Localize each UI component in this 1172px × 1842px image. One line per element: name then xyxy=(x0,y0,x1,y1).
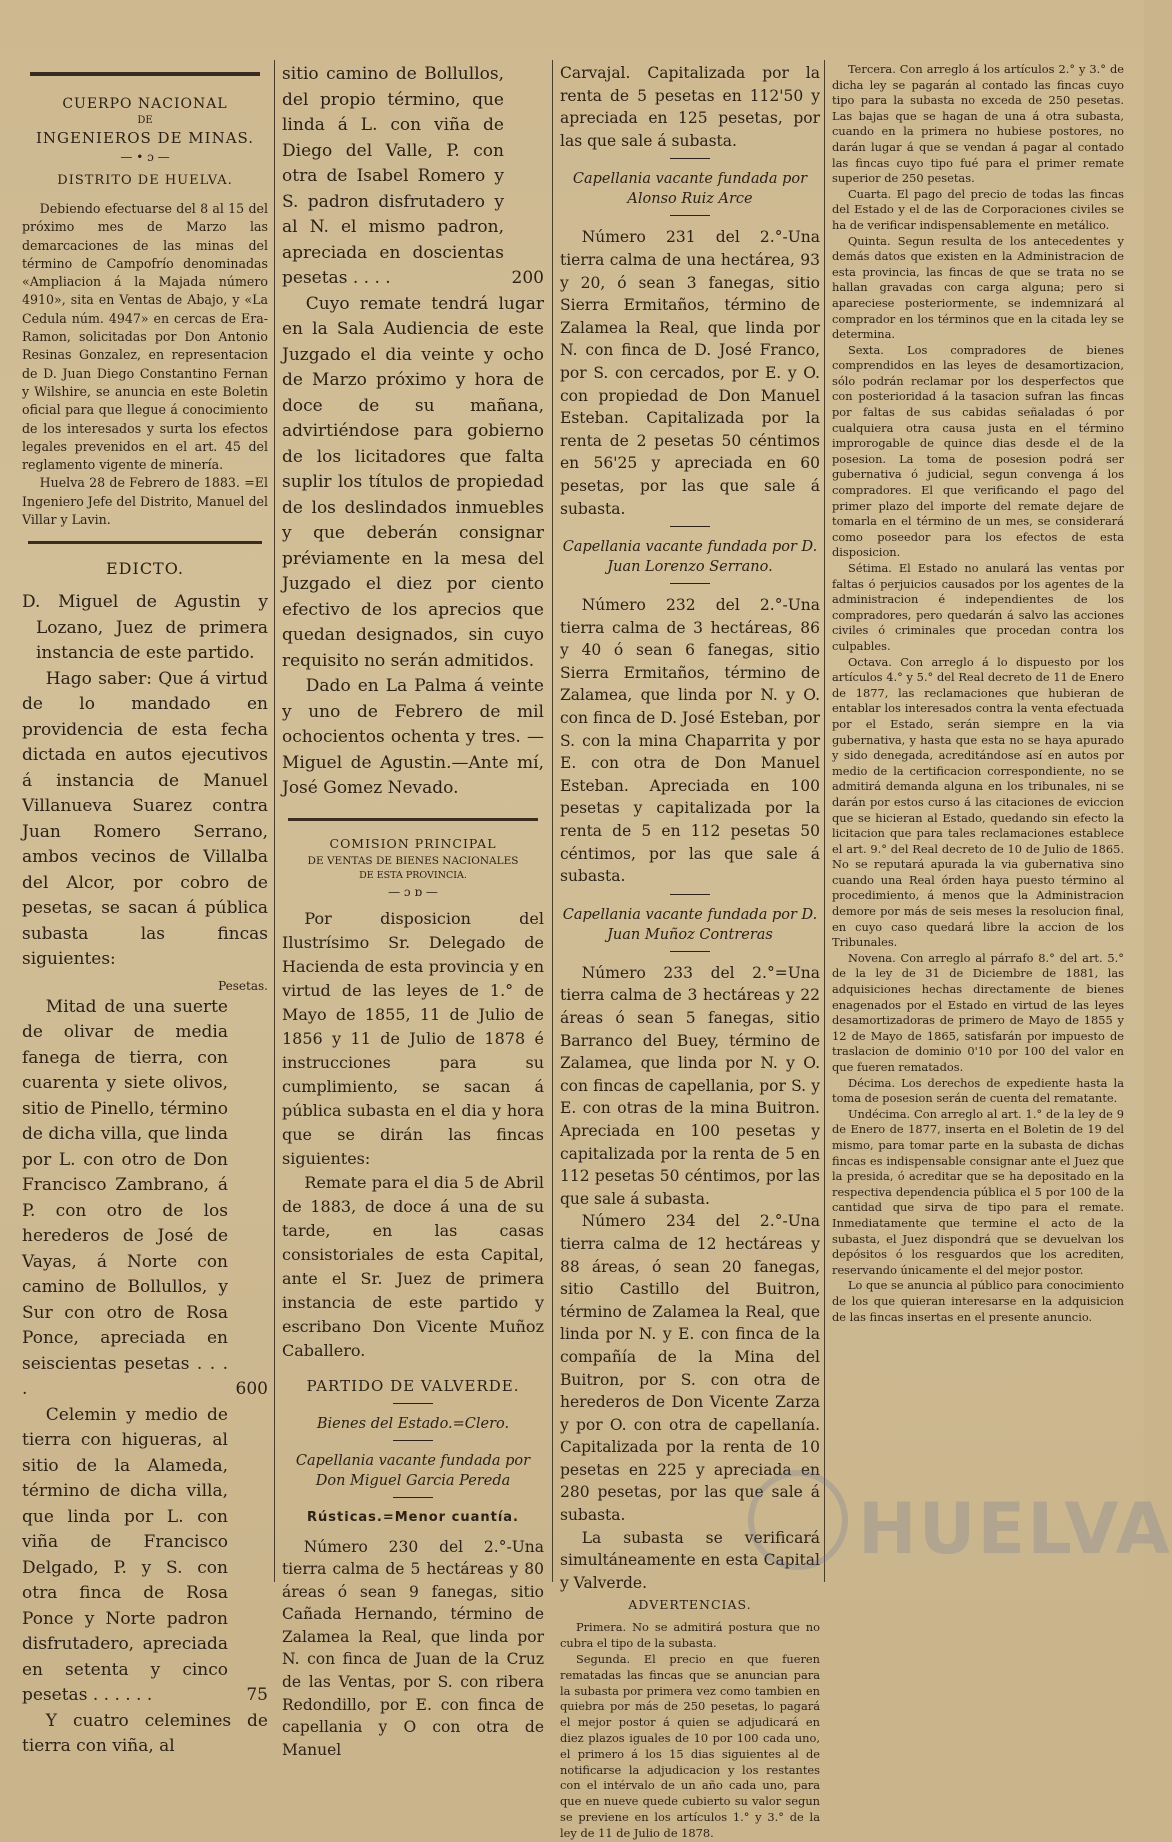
watermark-text: HUELVA xyxy=(858,1488,1172,1570)
pesetas-label: Pesetas. xyxy=(218,978,268,993)
header-line-4: DISTRITO DE HUELVA. xyxy=(57,173,233,188)
library-watermark xyxy=(738,1458,1172,1588)
header-line-1: CUERPO NACIONAL xyxy=(62,96,228,112)
column-divider xyxy=(824,60,825,1582)
mining-signature: Huelva 28 de Febrero de 1883. =El Ingeniero Jefe del Distrito, Manuel del Villar y Lavin. xyxy=(22,475,268,528)
advertencia-tercera: Tercera. Con arreglo á los artículos 2.° y 3.° de dicha ley se pagarán al contado las fincas cuyo tipo para la subasta no exceda de 250 pesetas. Las bajas que se hagan de una á otra subasta, cuando en la primera no hubiese postores, no darán lugar á que se vendan á pagar al contado las fincas cuyo tipo fué para el primer remate superior de 250 pesetas. xyxy=(832,62,1124,186)
column-divider xyxy=(274,60,275,1582)
finca-description: sitio camino de Bollullos, del propio término, que linda á L. con viña de Diego del Valle, P. con otra de Isabel Romero y S. padron disfrutadero y al N. el mismo padron, apreciada en doscientas pesetas . . . . xyxy=(282,64,504,288)
divider xyxy=(670,894,710,895)
finca-continued: Y cuatro celemines de tierra con viña, al xyxy=(22,1710,268,1757)
divider xyxy=(670,526,710,527)
advertencia-undecima: Undécima. Con arreglo al art. 1.° de la ley de 9 de Enero de 1877, inserta en el Boletin de 19 del mismo, para tomar parte en la subasta de dichas fincas es indispensable consignar ante el Juez que la presida, ó acreditar que se ha depositado en la respectiva dependencia pública el 5 por 100 de la cantidad que sirva de tipo para el remate. Inmediatamente que termine el acto de la subasta, el Juez dispondrá que se devuelvan los depósitos ó los resguardos que los acrediten, reservando únicamente el del mejor postor. xyxy=(832,1106,1124,1277)
advertencia-cuarta: Cuarta. El pago del precio de todas las fincas del Estado y el de las de Corporaciones civiles se ha de verificar indispensablemente en metálico. xyxy=(832,186,1124,232)
finca-item xyxy=(22,995,268,1403)
column-3 xyxy=(560,62,820,1840)
advertencia-quinta: Quinta. Segun resulta de los antecedentes y demás datos que existen en la Administracion de esta provincia, las fincas de que se trata no se hallan gravadas con carga alguna; pero si apareciese posteriormente, se indemnizará al comprador en los términos que en la citada ley se determina. xyxy=(832,233,1124,342)
advertencia-sexta: Sexta. Los compradores de bienes comprendidos en las leyes de desamortizacion, sólo podrán reclamar por los desperfectos que con posterioridad á la tasacion sufran las fincas por faltas de sus cabidas señaladas ó por cualquiera otra causa justa en el término improrogable de quince dias desde el de la posesion. La toma de posesion podrá ser gubernativa ó judicial, segun convenga á los compradores. El que verificando el pago del primer plazo del importe del remate dejare de tomarla en el término de un mes, se considerará como poseedor para los efectos de esta disposicion. xyxy=(832,342,1124,560)
finca-232: Número 232 del 2.°-Una tierra calma de 3 hectáreas, 86 y 40 ó sean 6 fanegas, sitio Sierra Ermitaños, término de Zalamea, que linda por N. y O. con finca de D. José Esteban, por S. con la mina Chaparrita y por E. con otra de Don Manuel Esteban. Apreciada en 100 pesetas y capitalizada por la renta de 5 en 112 pesetas 50 céntimos, por las que sale á subasta. xyxy=(560,596,820,886)
column-2 xyxy=(282,62,544,1759)
edicto-title: EDICTO. xyxy=(105,559,184,579)
mining-notice: Debiendo efectuarse del 8 al 15 del próximo mes de Marzo las demarcaciones de las minas del término de Campofrío denominadas «Ampliacion á la Majada número 4910», sita en Ventas de Abajo, y «La Cedula núm. 4947» en cercas de Era-Ramon, solicitadas por Don Antonio Resinas Gonzalez, en representacion de D. Juan Diego Constantino Fernan y Wilshire, se anuncia en este Boletin oficial para que llegue á conocimiento de los interesados y surta los efectos legales prevenidos en el art. 45 del reglamento vigente de minería. xyxy=(22,201,268,473)
capellania-heading: Capellania vacante fundada por Alonso Ruiz Arce xyxy=(572,171,808,208)
mining-header xyxy=(22,94,268,190)
finca-item xyxy=(282,62,544,292)
capellania-heading: Capellania vacante fundada por Don Miguel Garcia Pereda xyxy=(295,1452,531,1489)
dado-paragraph: Dado en La Palma á veinte y uno de Febrero de mil ochocientos ochenta y tres. —Miguel de Agustin.—Ante mí, José Gomez Nevado. xyxy=(282,676,544,798)
finca-234: Número 234 del 2.°-Una tierra calma de 12 hectáreas y 88 áreas, ó sean 20 fanegas, sitio Castillo del Buitron, término de Zalamea la Real, que linda por N. y E. con finca de la compañía de la Mina del Buitron, por S. con otra de herederos de Don Vicente Zarza y por O. con otra de capellanía. Capitalizada por la renta de 10 pesetas en 225 y apreciada en 280 pesetas, por las que sale á subasta. xyxy=(560,1212,820,1525)
remate-para-paragraph: Remate para el dia 5 de Abril de 1883, de doce á una de su tarde, en las casas consistoriales de esta Capital, ante el Sr. Juez de primera instancia de este partido y escribano Don Vicente Muñoz Caballero. xyxy=(282,1172,544,1360)
advertencia-octava: Octava. Con arreglo á lo dispuesto por los artículos 4.° y 5.° del Real decreto de 11 de Enero de 1877, las reclamaciones que hubieran de entablar los interesados contra la venta efectuada por el Estado, serán siempre en la via gubernativa, y hasta que esta no se haya apurado y sido denegada, acreditándose así en autos por medio de la certificacion correspondiente, no se admitirá demanda alguna en los tribunales, ni se darán por estos curso á las citaciones de eviccion que se hicieran al Estado, quedando sin efecto la licitacion que para tales reclamaciones establece el art. 9.° del Real decreto de 10 de Julio de 1865. No se reputará apurada la via gubernativa sino cuando una Real órden haya puesto término al procedimiento, á menos que la Administracion demore por más de seis meses la resolucion final, en cuyo caso quedará libre la accion de los Tribunales. xyxy=(832,654,1124,950)
finca-item xyxy=(22,1403,268,1709)
edicto-body: Hago saber: Que á virtud de lo mandado en providencia de esta fecha dictada en autos ejecutivos á instancia de Manuel Villanueva Suarez contra Juan Romero Serrano, ambos vecinos de Villalba del Alcor, por cobro de pesetas, se sacan á pública subasta las fincas siguientes: xyxy=(22,668,268,970)
finca-description: Celemin y medio de tierra con higueras, al sitio de la Alameda, término de dicha villa, que linda por L. con viña de Francisco Delgado, P. y S. con otra finca de Rosa Ponce y Norte padron disfrutadero, apreciada en setenta y cinco pesetas . . . . . . xyxy=(22,1404,228,1706)
column-1 xyxy=(22,62,268,1757)
header-line-2: DE xyxy=(137,115,153,126)
section-rule xyxy=(28,541,262,544)
finca-230: Número 230 del 2.°-Una tierra calma de 5 hectáreas y 80 áreas ó sean 9 fanegas, sitio Cañada Hernando, término de Zalamea la Real, que linda por N. con finca de Juan de la Cruz de las Ventas, por S. con ribera Redondillo, por E. con finca de capellania y O con otra de Manuel xyxy=(282,1537,544,1759)
comision-line-3: DE ESTA PROVINCIA. xyxy=(359,869,467,881)
advertencia-novena: Novena. Con arreglo al párrafo 8.° del art. 5.° de la ley de 31 de Diciembre de 1881, las adquisiciones hechas directamente de bienes enagenados por el Estado en virtud de las leyes desamortizadoras de primero de Mayo de 1855 y 12 de Mayo de 1865, satisfarán por impuesto de traslacion de dominio 0'10 por 100 del valor en que fueren rematados. xyxy=(832,950,1124,1074)
capellania-heading: Capellania vacante fundada por D. Juan Lorenzo Serrano. xyxy=(562,539,818,576)
advertencia-septima: Sétima. El Estado no anulará las ventas por faltas ó perjuicios causados por los agentes de la administracion é independientes de los compradores, pero quedarán á salvo las acciones civiles ó criminales que procedan contra los culpables. xyxy=(832,561,1124,653)
ornament: — ɔ ɒ — xyxy=(388,884,438,899)
finca-233: Número 233 del 2.°=Una tierra calma de 3 hectáreas y 22 áreas ó sean 5 fanegas, sitio Barranco del Buey, término de Zalamea, que linda por N. y O. con fincas de capellania, por S. y E. con otras de la mina Buitron. Apreciada en 100 pesetas y capitalizada por la renta de 5 en 112 pesetas 50 céntimos, por las que sale á subasta. xyxy=(560,963,820,1208)
finca-amount: 200 xyxy=(511,268,544,288)
finca-230-continued: Carvajal. Capitalizada por la renta de 5 pesetas en 112'50 y apreciada en 125 pesetas, por las que sale á subasta. xyxy=(560,64,820,150)
comision-line-1: COMISION PRINCIPAL xyxy=(329,835,497,851)
closing-paragraph: Lo que se anuncia al público para conocimiento de los que quieran interesarse en la adquisicion de las fincas insertas en el presente anuncio. xyxy=(832,1278,1124,1324)
advertencia-decima: Décima. Los derechos de expediente hasta la toma de posesion serán de cuenta del rematante. xyxy=(832,1075,1124,1106)
divider xyxy=(670,583,710,584)
divider xyxy=(393,1440,433,1441)
finca-description: Mitad de una suerte de olivar de media fanega de tierra, con cuarenta y siete olivos, sitio de Pinello, término de dicha villa, que linda por L. con otro de Don Francisco Zambrano, á P. con otro de los herederos de José de Vayas, á Norte con camino de Bollullos, y Sur con otro de Rosa Ponce, apreciada en seiscientas pesetas . . . . xyxy=(22,996,228,1400)
advertencia-segunda: Segunda. El precio en que fueren rematadas las fincas que se anuncian para la subasta por primera vez como tambien en quiebra por más de 250 pesetas, lo pagará el mejor postor á quien se adjudicará en diez plazos iguales de 10 por 100 cada uno, el primero á los 15 dias siguientes al de notificarse la adjudicacion y los restantes con el intérvalo de un año cada uno, para que en nueve quede cubierto su valor segun se previene en los artículos 1.° y 3.° de la ley de 11 de Julio de 1878. xyxy=(560,1652,820,1840)
finca-231: Número 231 del 2.°-Una tierra calma de una hectárea, 93 y 20, ó sean 3 fanegas, sitio Sierra Ermitaños, término de Zalamea la Real, que linda por N. con finca de D. José Franco, por S. con cercados, por E. y O. con propiedad de Don Manuel Esteban. Capitalizada por la renta de 2 pesetas 50 céntimos en 56'25 y apreciada en 60 pesetas, por las que sale á subasta. xyxy=(560,228,820,518)
advertencias-heading: ADVERTENCIAS. xyxy=(628,1597,752,1613)
edicto-intro: D. Miguel de Agustin y Lozano, Juez de primera instancia de este partido. xyxy=(22,592,268,664)
rusticas-heading: Rústicas.=Menor cuantía. xyxy=(307,1509,519,1525)
column-4 xyxy=(832,62,1124,1582)
subasta-paragraph: La subasta se verificará simultáneamente en esta Capital y Valverde. xyxy=(560,1528,820,1592)
ornament: — • ɔ — xyxy=(120,150,170,164)
disposicion-paragraph: Por disposicion del Ilustrísimo Sr. Delegado de Hacienda de esta provincia y en virtud de las leyes de 1.° de Mayo de 1855, 11 de Julio de 1856 y 11 de Julio de 1878 é instrucciones para su cumplimiento, se sacan á pública subasta en el dia y hora que se dirán las fincas siguientes: xyxy=(282,908,544,1168)
column-divider xyxy=(552,60,553,1582)
remate-paragraph: Cuyo remate tendrá lugar en la Sala Audiencia de este Juzgado el dia veinte y ocho de Marzo próximo y hora de doce de su mañana, advirtiéndose para gobierno de los licitadores que falta suplir los títulos de propiedad de los deslindados inmuebles y que deberán consignar préviamente en la mesa del Juzgado el diez por ciento efectivo de los aprecios que quedan designados, sin cuyo requisito no serán admitidos. xyxy=(282,293,544,671)
divider xyxy=(670,951,710,952)
advertencia-primera: Primera. No se admitirá postura que no cubra el tipo de la subasta. xyxy=(560,1620,820,1651)
divider xyxy=(670,158,710,159)
bienes-heading: Bienes del Estado.=Clero. xyxy=(316,1415,510,1432)
section-rule xyxy=(288,818,538,821)
header-line-3: INGENIEROS DE MINAS. xyxy=(35,129,255,147)
finca-amount: 75 xyxy=(246,1685,268,1706)
partido-heading: PARTIDO DE VALVERDE. xyxy=(306,1376,520,1395)
divider xyxy=(393,1497,433,1498)
divider xyxy=(670,215,710,216)
comision-line-2: DE VENTAS DE BIENES NACIONALES xyxy=(307,854,519,867)
top-rule xyxy=(30,72,260,76)
divider xyxy=(393,1403,433,1404)
seal-icon xyxy=(748,1470,848,1570)
finca-amount: 600 xyxy=(235,1379,268,1400)
capellania-heading: Capellania vacante fundada por D. Juan Muñoz Contreras xyxy=(562,906,818,943)
